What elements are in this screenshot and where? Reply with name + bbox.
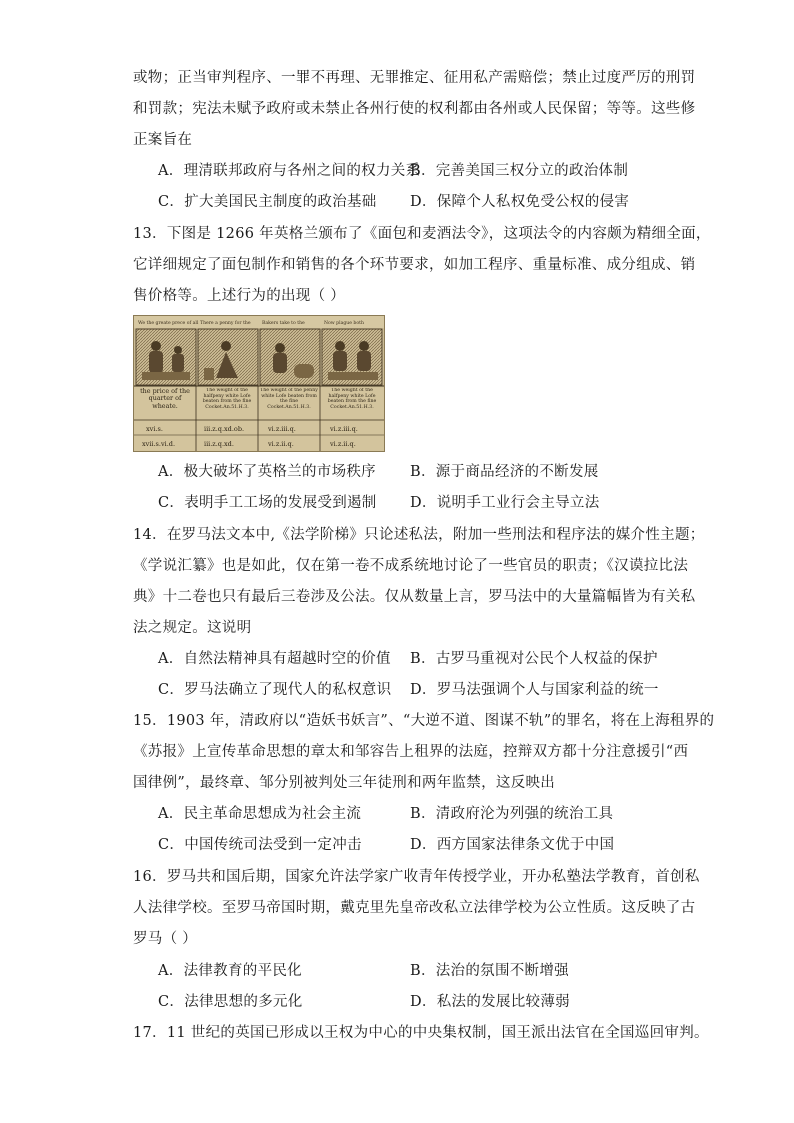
q15-stem: 15．1903 年，清政府以“造妖书妖言”、“大逆不道、图谋不轨”的罪名，将在上海租界的 <box>133 713 715 729</box>
table-cell: iii.z.q.xd.ob. <box>204 425 245 433</box>
q12-option-b[interactable]: B．完善美国三权分立的政治体制 <box>410 163 629 179</box>
woodcut-illustration <box>134 316 384 451</box>
table-cell: vi.z.iii.q. <box>268 425 296 433</box>
q13-option-d[interactable]: D．说明手工业行会主导立法 <box>410 495 600 511</box>
q14-stem: 典》十二卷也只有最后三卷涉及公法。仅从数量上言，罗马法中的大量篇幅皆为有关私 <box>133 589 696 605</box>
q13-option-b[interactable]: B．源于商品经济的不断发展 <box>410 464 599 480</box>
q16-option-c[interactable]: C．法律思想的多元化 <box>158 994 303 1010</box>
q12-option-d[interactable]: D．保障个人私权免受公权的侵害 <box>410 194 630 210</box>
q14-stem: 14．在罗马法文本中,《法学阶梯》只论述私法，附加一些刑法和程序法的媒介性主题； <box>133 527 705 543</box>
table-cell: vi.z.iii.q. <box>330 425 358 433</box>
q15-option-c[interactable]: C．中国传统司法受到一定冲击 <box>158 837 362 853</box>
q14-stem: 《学说汇纂》也是如此，仅在第一卷不成系统地讨论了一些官员的职责；《汉谟拉比法 <box>133 558 689 574</box>
text-line: 正案旨在 <box>133 132 193 148</box>
q16-stem: 16．罗马共和国后期，国家允许法学家广收青年传授学业，开办私塾法学教育，首创私 <box>133 869 700 885</box>
q15-option-a[interactable]: A．民主革命思想成为社会主流 <box>158 806 362 822</box>
table-cell: xvii.s.vi.d. <box>142 440 176 448</box>
table-header-cell: The weight of the halfpeny white Lofe beaten from the fine Cocket.An.51.H.3. <box>327 388 377 411</box>
table-cell: vi.z.ii.q. <box>268 440 294 448</box>
q15-option-d[interactable]: D．西方国家法律条文优于中国 <box>410 837 615 853</box>
table-cell: xvi.s. <box>146 425 163 433</box>
text-line: 或物；正当审判程序、一罪不再理、无罪推定、征用私产需赔偿；禁止过度严厉的刑罚 <box>133 70 696 86</box>
q17-stem: 17．11 世纪的英国已形成以王权为中心的中央集权制，国王派出法官在全国巡回审判。 <box>133 1025 709 1041</box>
q14-option-a[interactable]: A．自然法精神具有超越时空的价值 <box>158 651 391 667</box>
bread-ale-assize-figure <box>133 315 385 452</box>
q14-stem: 法之规定。这说明 <box>133 620 252 636</box>
q15-stem: 国律例”，最终章、邹分别被判处三年徒刑和两年监禁，这反映出 <box>133 775 556 791</box>
q13-option-a[interactable]: A．极大破坏了英格兰的市场秩序 <box>158 464 376 480</box>
q15-stem: 《苏报》上宣传革命思想的章太和邹容告上租界的法庭，控辩双方都十分注意援引“西 <box>133 744 689 760</box>
q14-option-b[interactable]: B．古罗马重视对公民个人权益的保护 <box>410 651 658 667</box>
table-cell: iii.z.q.xd. <box>204 440 234 448</box>
q13-stem: 它详细规定了面包制作和销售的各个环节要求，如加工程序、重量标准、成分组成、销 <box>133 257 696 273</box>
top-caption: There a penny for the <box>200 321 251 326</box>
q16-option-b[interactable]: B．法治的氛围不断增强 <box>410 963 569 979</box>
q13-stem: 13．下图是 1266 年英格兰颁布了《面包和麦酒法令》，这项法令的内容颇为精细全面， <box>133 226 711 242</box>
q12-option-a[interactable]: A．理清联邦政府与各州之间的权力关系 <box>158 163 421 179</box>
top-caption: Bakers take to the <box>262 321 305 326</box>
table-header-cell: The weight of the halfpeny white Lofe beaten from the fine Cocket.An.51.H.3. <box>202 388 252 411</box>
q12-option-c[interactable]: C．扩大美国民主制度的政治基础 <box>158 194 377 210</box>
q14-option-d[interactable]: D．罗马法强调个人与国家利益的统一 <box>410 682 659 698</box>
q14-option-c[interactable]: C．罗马法确立了现代人的私权意识 <box>158 682 392 698</box>
table-cell: vi.z.ii.q. <box>330 440 356 448</box>
q13-stem: 售价格等。上述行为的出现（ ） <box>133 288 346 304</box>
table-header-cell: The weight of the penny white Lofe beaten from the fine Cocket.An.51.H.3. <box>260 388 318 411</box>
q16-stem: 罗马（ ） <box>133 931 198 947</box>
q15-option-b[interactable]: B．清政府沦为列强的统治工具 <box>410 806 614 822</box>
table-header-cell: the price of the quarter of wheate. <box>140 388 190 410</box>
text-line: 和罚款；宪法未赋予政府或未禁止各州行使的权利都由各州或人民保留；等等。这些修 <box>133 101 696 117</box>
top-caption: We the greate prece of all <box>138 321 199 326</box>
q16-stem: 人法律学校。至罗马帝国时期，戴克里先皇帝改私立法律学校为公立性质。这反映了古 <box>133 900 696 916</box>
top-caption: Now plague both <box>324 321 364 326</box>
q16-option-a[interactable]: A．法律教育的平民化 <box>158 963 302 979</box>
q16-option-d[interactable]: D．私法的发展比较薄弱 <box>410 994 570 1010</box>
q13-option-c[interactable]: C．表明手工工场的发展受到遏制 <box>158 495 377 511</box>
